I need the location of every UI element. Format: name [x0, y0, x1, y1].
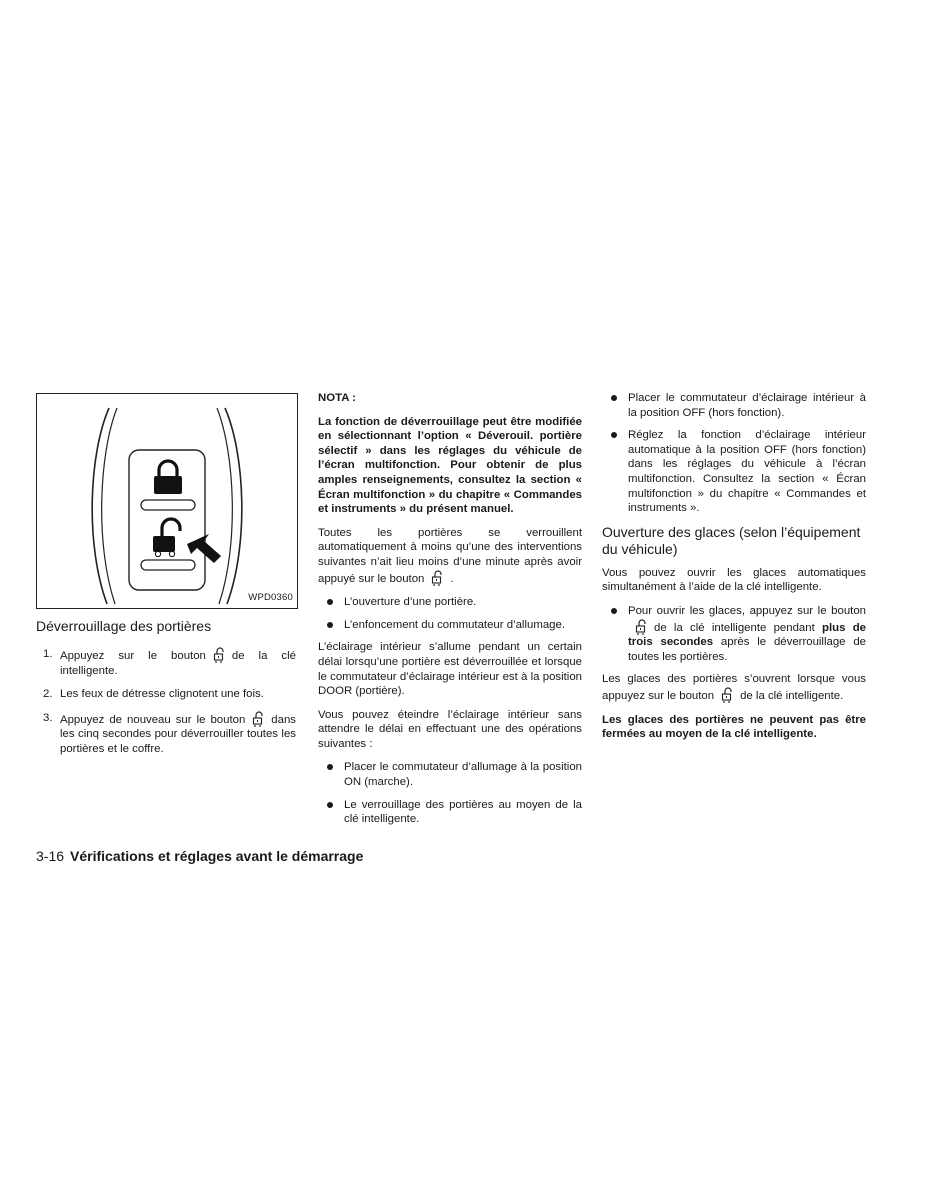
- bullet-list: [318, 595, 582, 632]
- chapter-title: Vérifications et réglages avant le démarrage: [70, 848, 364, 864]
- bullet-icon: [327, 599, 333, 605]
- right-column: [602, 391, 866, 751]
- key-fob-figure: [36, 393, 298, 609]
- unlock-button-icon: [251, 711, 265, 727]
- nota-body: La fonction de déverrouillage peut être modifiée en sélectionnant l’option « Déverouil. portière sélectif » dans les réglages du véhicule de l’écran multifonction. Pour obtenir de plus amples renseignements, consultez la section « Écran multifonction » du chapitre « Commandes et instruments » du présent manuel.: [318, 415, 582, 516]
- unlock-button-icon: [720, 687, 734, 703]
- bullet-list: [602, 391, 866, 516]
- bullet-icon: [327, 622, 333, 628]
- unlock-button-icon: [634, 619, 648, 635]
- section-caption: Déverrouillage des portières: [36, 618, 212, 634]
- page-number: 3-16: [36, 848, 65, 864]
- left-column: [36, 393, 298, 766]
- middle-column: [318, 391, 582, 835]
- list-item: Placer le commutateur d’allumage à la position ON (marche).: [318, 760, 582, 789]
- list-item: L’enfoncement du commutateur d’allumage.: [318, 618, 582, 633]
- paragraph: Vous pouvez ouvrir les glaces automatiques simultanément à l’aide de la clé intelligente.: [602, 566, 866, 594]
- steps-list: [36, 647, 298, 757]
- bullet-icon: [327, 802, 333, 808]
- list-item: Placer le commutateur d’éclairage intérieur à la position OFF (hors fonction).: [602, 391, 866, 420]
- bullet-list: [602, 604, 866, 664]
- list-item: Le verrouillage des portières au moyen de la clé intelligente.: [318, 798, 582, 827]
- warning-paragraph: Les glaces des portières ne peuvent pas être fermées au moyen de la clé intelligente.: [602, 713, 866, 741]
- unlock-button-icon: [212, 647, 226, 663]
- step-item: 3. Appuyez de nouveau sur le bouton dans les cinq secondes pour déverrouiller toutes les portières et le coffre.: [43, 711, 296, 755]
- page-footer: [36, 848, 363, 864]
- section-heading: Ouverture des glaces (selon l’équipement du véhicule): [602, 523, 861, 557]
- nota-title: NOTA :: [318, 392, 356, 404]
- figure-code: WPD0360: [248, 592, 293, 604]
- paragraph: Les glaces des portières s’ouvrent lorsque vous appuyez sur le bouton de la clé intelligente.: [602, 673, 866, 702]
- paragraph: Toutes les portières se verrouillent automatiquement à moins qu’une des interventions suivantes n’ait lieu moins d’une minute après avoir appuyé sur le bouton .: [318, 526, 582, 585]
- step-item: 1. Appuyez sur le bouton de la clé intelligente.: [43, 648, 296, 677]
- list-item: L’ouverture d’une portière.: [318, 595, 582, 610]
- key-fob-illustration: [37, 394, 297, 608]
- list-item: Réglez la fonction d’éclairage intérieur automatique à la position OFF (hors fonction) dans les réglages du véhicule à l’écran multifonction. Consultez la section « Écran multifonction » du chapitre « Commandes et instruments ».: [602, 428, 866, 516]
- bullet-icon: [327, 764, 333, 770]
- paragraph: L’éclairage intérieur s’allume pendant un certain délai lorsqu’une portière est déverrouillée et lorsque le commutateur d’éclairage intérieur est à la position DOOR (portière).: [318, 641, 582, 698]
- bullet-icon: [611, 432, 617, 438]
- list-item: Pour ouvrir les glaces, appuyez sur le boutonde la clé intelligente pendant plus de trois secondes après le déverrouillage de toutes les portières.: [602, 604, 866, 664]
- unlock-button-icon: [430, 570, 444, 586]
- bullet-list: [318, 760, 582, 826]
- paragraph: Vous pouvez éteindre l’éclairage intérieur sans attendre le délai en effectuant une des opérations suivantes :: [318, 708, 582, 750]
- bullet-icon: [611, 608, 617, 614]
- step-item: 2. Les feux de détresse clignotent une fois.: [43, 688, 264, 701]
- bullet-icon: [611, 395, 617, 401]
